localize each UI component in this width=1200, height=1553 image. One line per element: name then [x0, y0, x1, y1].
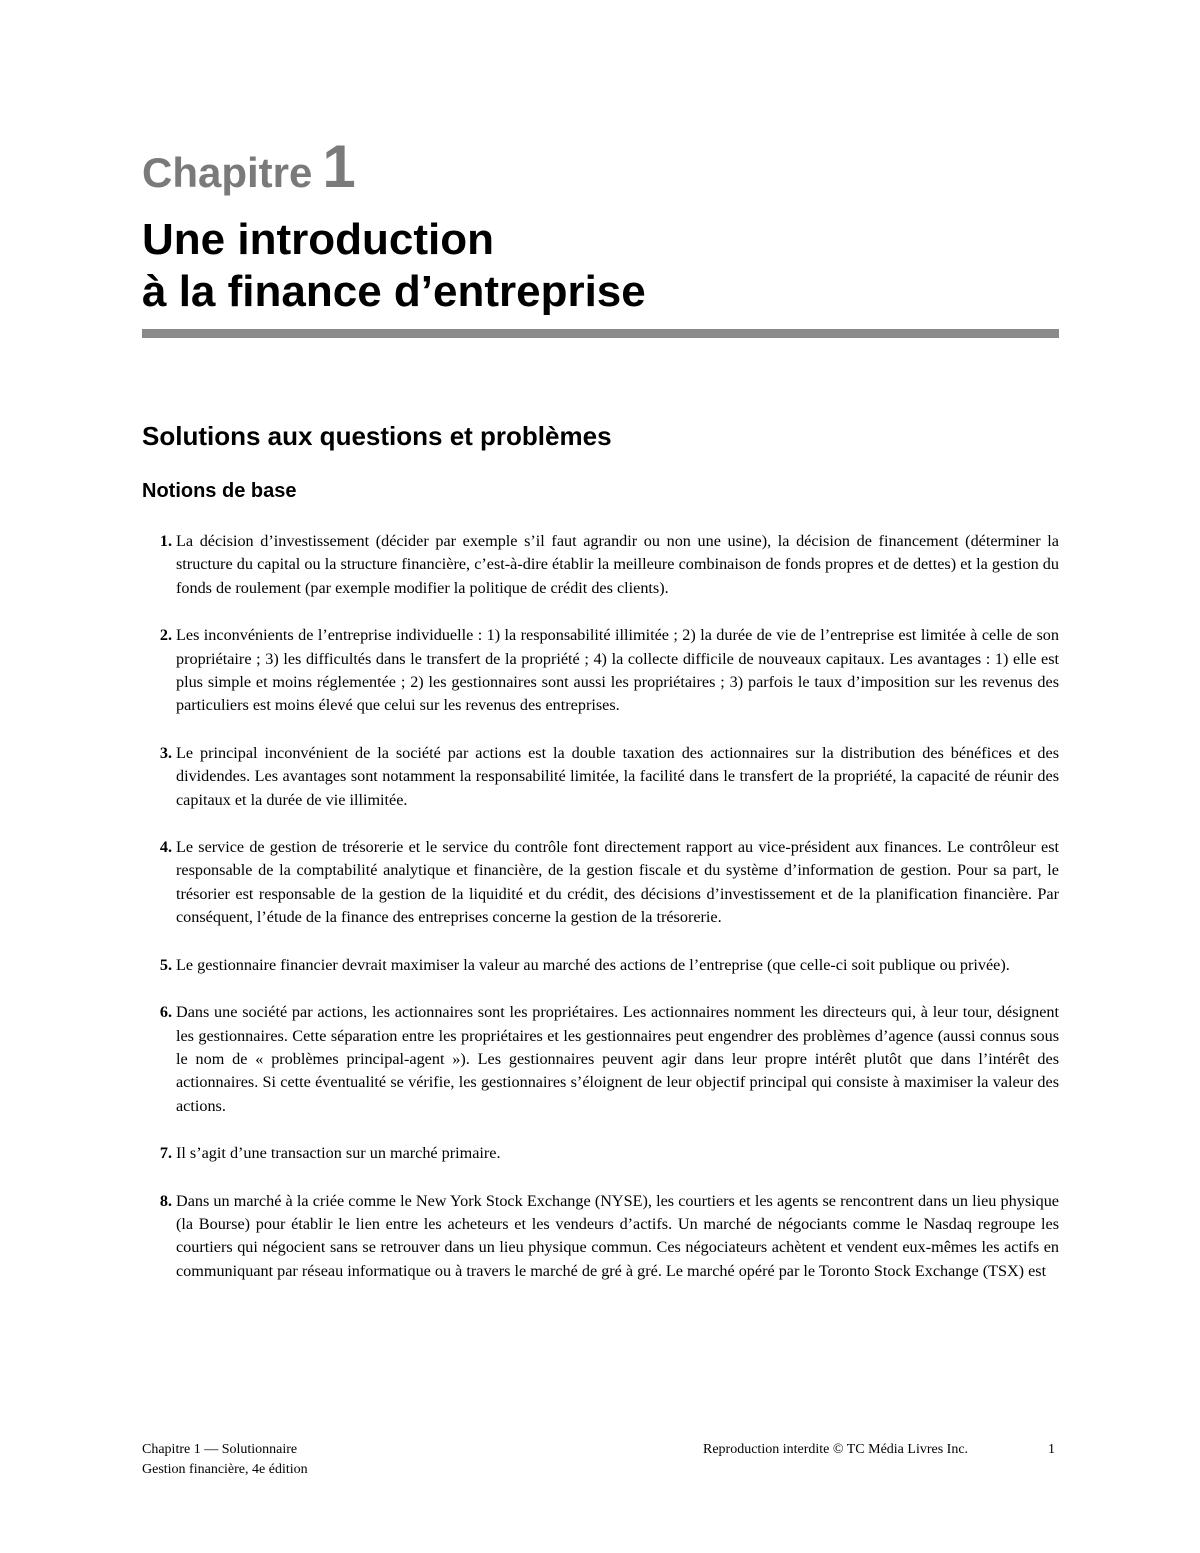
chapter-word: Chapitre [142, 149, 313, 196]
chapter-title [142, 214, 1062, 318]
answer-number: 4. [159, 838, 172, 857]
answer-item [142, 624, 1059, 718]
answer-item [142, 954, 1059, 977]
title-divider [142, 329, 1059, 338]
subsection-title: Notions de base [142, 480, 297, 502]
answer-item [142, 1142, 1059, 1165]
answer-text: Il s’agit d’une transaction sur un marché primaire. [176, 1144, 501, 1163]
chapter-title-line-2: à la finance d’entreprise [142, 267, 646, 316]
page-number: 1 [1048, 1442, 1055, 1457]
answer-number: 5. [159, 955, 172, 974]
answer-number: 8. [159, 1191, 172, 1210]
footer-chapter: Chapitre 1 — Solutionnaire [142, 1442, 298, 1457]
footer-copyright: Reproduction interdite © TC Média Livres Inc. [703, 1442, 969, 1457]
chapter-title-line-1: Une introduction [142, 215, 494, 264]
answer-item [142, 836, 1059, 930]
answer-number: 1. [159, 532, 172, 550]
answer-text: Les inconvénients de l’entreprise individuelle : 1) la responsabilité illimitée ; 2) la durée de vie de l’entreprise est limitée à celle de son propriétaire ; 3) les difficultés dans le transfert de la propriété ; 4) la collecte difficile de nouveaux capitaux. Les avantages : 1) elle est plus simple et moins réglementée ; 2) les gestionnaires sont aussi les propriétaires ; 3) parfois le taux d’imposition sur les revenus des particuliers est moins élevé que celui sur les revenus des entreprises. [176, 626, 1059, 715]
answer-number: 7. [159, 1144, 172, 1163]
chapter-number: 1 [322, 133, 356, 200]
section-title: Solutions aux questions et problèmes [142, 421, 612, 451]
chapter-label [142, 132, 356, 201]
footer-left [142, 1440, 308, 1480]
answer-number: 3. [159, 743, 172, 762]
answer-item [142, 1190, 1059, 1284]
answer-item [142, 530, 1059, 600]
answer-text: Le service de gestion de trésorerie et le service du contrôle font directement rapport au vice-président aux finances. Le contrôleur est responsable de la comptabilité analytique et financière, de la gestion fiscale et du système d’information de gestion. Pour sa part, le trésorier est responsable de la gestion de la liquidité et du crédit, des décisions d’investissement et de la planification financière. Par conséquent, l’étude de la finance des entreprises concerne la gestion de la trésorerie. [176, 838, 1059, 927]
answer-text: Le gestionnaire financier devrait maximiser la valeur au marché des actions de l’entreprise (que celle-ci soit publique ou privée). [176, 955, 1010, 974]
answer-list [142, 530, 1059, 1307]
answer-text: La décision d’investissement (décider par exemple s’il faut agrandir ou non une usine), la décision de financement (déterminer la structure du capital ou la structure financière, c’est-à-dire établir la meilleure combinaison de fonds propres et de dettes) et la gestion du fonds de roulement (par exemple modifier la politique de crédit des clients). [176, 532, 1059, 597]
answer-number: 6. [159, 1003, 172, 1022]
answer-text: Le principal inconvénient de la société par actions est la double taxation des actionnaires sur la distribution des bénéfices et des dividendes. Les avantages sont notamment la responsabilité limitée, la facilité dans le transfert de la propriété, la capacité de réunir des capitaux et la durée de vie illimitée. [176, 743, 1059, 809]
answer-text: Dans une société par actions, les actionnaires sont les propriétaires. Les actionnaires nomment les directeurs qui, à leur tour, désignent les gestionnaires. Cette séparation entre les propriétaires et les gestionnaires peut engendrer des problèmes d’agence (aussi connus sous le nom de « problèmes principal-agent »). Les gestionnaires peuvent agir dans leur propre intérêt plutôt que dans l’intérêt des actionnaires. Si cette éventualité se vérifie, les gestionnaires s’éloignent de leur objectif principal qui consiste à maximiser la valeur des actions. [176, 1003, 1059, 1115]
answer-text: Dans un marché à la criée comme le New York Stock Exchange (NYSE), les courtiers et les agents se rencontrent dans un lieu physique (la Bourse) pour établir le lien entre les acheteurs et les vendeurs d’actifs. Un marché de négociants comme le Nasdaq regroupe les courtiers qui négocient sans se retrouver dans un lieu physique commun. Ces négociateurs achètent et vendent eux-mêmes les actifs en communiquant par réseau informatique ou à travers le marché de gré à gré. Le marché opéré par le Toronto Stock Exchange (TSX) est [176, 1191, 1059, 1280]
answer-item [142, 1001, 1059, 1118]
footer-book-title: Gestion financière, 4e édition [142, 1462, 308, 1477]
answer-number: 2. [159, 626, 172, 645]
answer-item [142, 742, 1059, 812]
